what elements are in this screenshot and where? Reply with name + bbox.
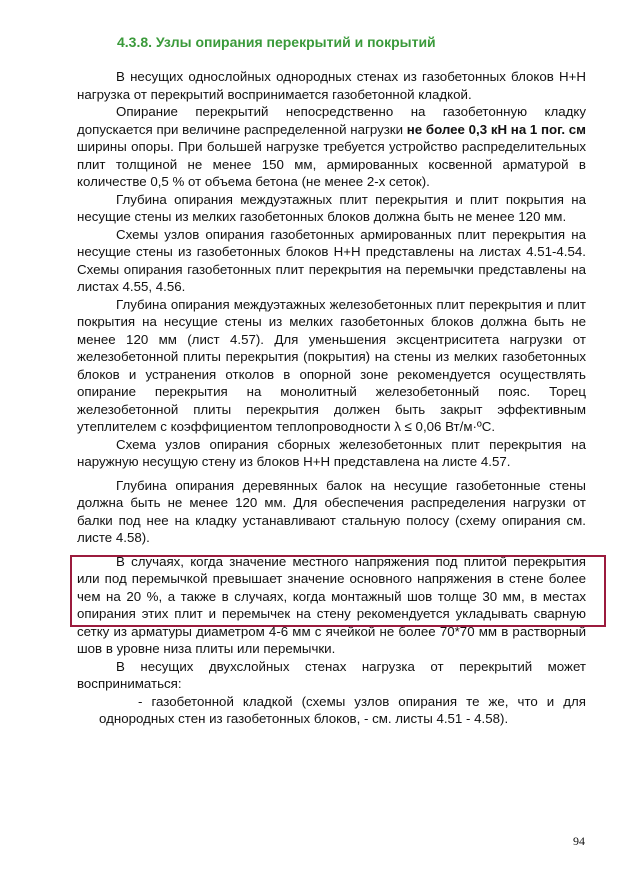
paragraph-7-highlighted: Глубина опирания деревянных балок на несущие газобетонные стены должна быть не менее 120 мм. Для обеспечения распределения нагрузки от балки под нее на кладку устанавливают стальную полосу (схему опирания см. листе 4.58).	[77, 477, 586, 545]
paragraph-5: Глубина опирания междуэтажных железобетонных плит перекрытия и плит покрытия на несущие стены из мелких газобетонных блоков должна быть не менее 120 мм (лист 4.57). Для уменьшения эксцентриситета нагрузки от железобетонной плиты перекрытия (покрытия) на стены из мелких газобетонных блоков и устранения отколов в опорной зоне рекомендуется осуществлять опирание перекрытия на монолитный железобетонный пояс. Торец железобетонной плиты перекрытия должен быть закрыт эффективным утеплителем с коэффициентом теплопроводности λ ≤ 0,06 Вт/м·ºС.	[77, 296, 586, 434]
body-text	[77, 68, 586, 728]
section-heading: 4.3.8. Узлы опирания перекрытий и покрытий	[117, 34, 436, 50]
paragraph-3: Глубина опирания междуэтажных плит перекрытия и плит покрытия на несущие стены из мелких газобетонных блоков должна быть не менее 120 мм.	[77, 191, 586, 224]
paragraph-9: В несущих двухслойных стенах нагрузка от перекрытий может восприниматься:	[77, 658, 586, 691]
page-number: 94	[573, 834, 585, 848]
paragraph-2-start: Опирание перекрытий непосредственно на газобетонную кладку допускается при величине распределенной нагрузки	[77, 104, 586, 137]
paragraph-2-end: ширины опоры. При большей нагрузке требуется устройство распределительных плит толщиной не менее 150 мм, армированных косвенной арматурой в количестве 0,5 % от объема бетона (не менее 2-х сеток).	[77, 139, 586, 189]
paragraph-6: Схема узлов опирания сборных железобетонных плит перекрытия на наружную несущую стену из блоков Н+Н представлена на листе 4.57.	[77, 436, 586, 469]
paragraph-8: В случаях, когда значение местного напряжения под плитой перекрытия или под перемычкой превышает значение основного напряжения в стене более чем на 20 %, а также в случаях, когда монтажный шов толще 30 мм, в местах опирания этих плит и перемычек на стену рекомендуется укладывать сварную сетку из арматуры диаметром 4-6 мм с ячейкой не более 70*70 мм в растворный шов в уровне низа плиты или перемычки.	[77, 553, 586, 656]
highlight-frame	[70, 555, 606, 627]
paragraph-1: В несущих однослойных однородных стенах из газобетонных блоков Н+Н нагрузка от перекрытий воспринимается газобетонной кладкой.	[77, 69, 586, 102]
paragraph-2-bold: не более 0,3 кН на 1 пог. см	[406, 121, 587, 137]
paragraph-2	[77, 103, 586, 191]
paragraph-4: Схемы узлов опирания газобетонных армированных плит перекрытия на несущие стены из газобетонных блоков Н+Н представлены на листах 4.51-4.54. Схемы опирания газобетонных плит перекрытия на перемычки представлены на листах 4.55, 4.56.	[77, 226, 586, 294]
list-item: - газобетонной кладкой (схемы узлов опирания те же, что и для однородных стен из газобетонных блоков, - см. листы 4.51 - 4.58).	[99, 693, 586, 726]
